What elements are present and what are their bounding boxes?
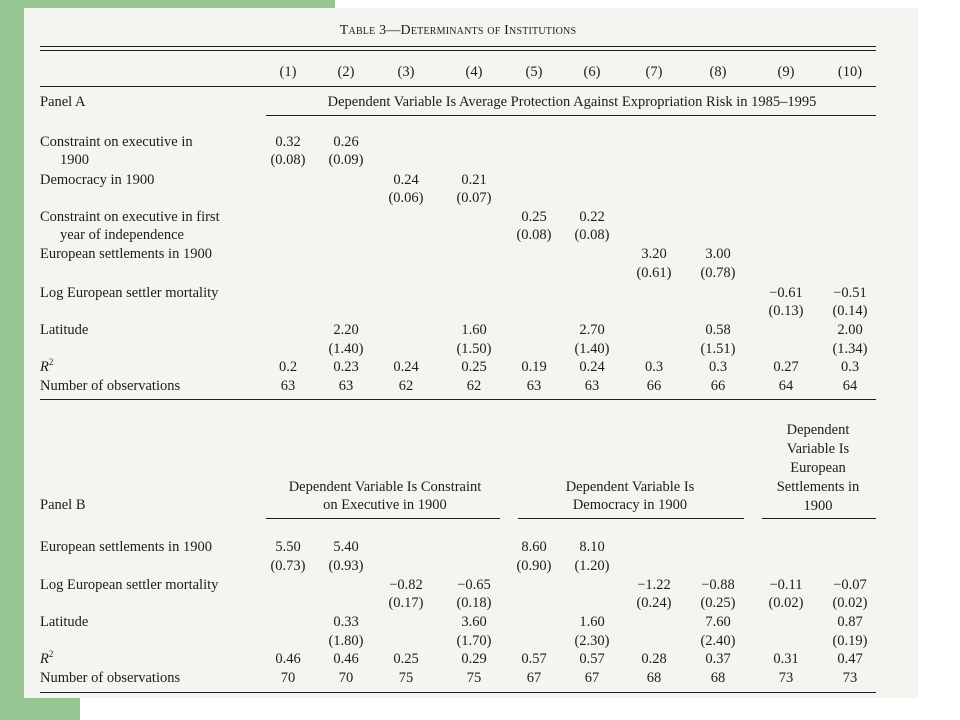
observations-value: 75 xyxy=(398,670,414,686)
r-squared-value: 0.37 xyxy=(705,651,731,667)
standard-error: (0.08) xyxy=(516,227,552,243)
coefficient: 3.60 xyxy=(461,614,487,630)
table-bottom-rule xyxy=(40,692,876,693)
coefficient: 0.87 xyxy=(837,614,863,630)
row-label-observations: Number of observations xyxy=(40,378,181,394)
observations-value: 62 xyxy=(398,378,414,394)
observations-value: 63 xyxy=(280,378,296,394)
row-label-constraint-1900: Constraint on executive in xyxy=(40,134,193,150)
coefficient: 2.70 xyxy=(579,322,605,338)
panel-b-dv3-rule xyxy=(762,518,876,519)
r-squared-value: 0.57 xyxy=(521,651,547,667)
standard-error: (0.19) xyxy=(832,633,868,649)
r-squared-value: 0.25 xyxy=(393,651,419,667)
r-squared-value: 0.46 xyxy=(275,651,301,667)
row-label-constraint-1900-cont: 1900 xyxy=(60,152,89,168)
coefficient: 7.60 xyxy=(705,614,731,630)
standard-error: (1.34) xyxy=(832,341,868,357)
coefficient: 5.40 xyxy=(333,539,359,555)
coefficient: 8.60 xyxy=(521,539,547,555)
r-squared-exponent: 2 xyxy=(48,357,54,367)
observations-value: 63 xyxy=(526,378,542,394)
row-label-constraint-first-year-cont: year of independence xyxy=(60,227,184,243)
row-label-log-mortality: Log European settler mortality xyxy=(40,285,219,301)
r-squared-value: 0.57 xyxy=(579,651,605,667)
coefficient: 0.24 xyxy=(393,172,419,188)
r-squared-value: 0.27 xyxy=(773,359,799,375)
r-squared-value: 0.31 xyxy=(773,651,799,667)
title-dash: — xyxy=(386,23,401,38)
panel-b-dv2-line1: Dependent Variable Is xyxy=(565,479,695,495)
panel-a-label: Panel A xyxy=(40,94,86,110)
r-squared-value: 0.25 xyxy=(461,359,487,375)
observations-value: 68 xyxy=(646,670,662,686)
r-squared-value: 0.46 xyxy=(333,651,359,667)
row-label-constraint-first-year: Constraint on executive in first xyxy=(40,209,220,225)
coefficient: −0.88 xyxy=(701,577,735,593)
r-squared-value: 0.2 xyxy=(278,359,298,375)
coefficient: −0.82 xyxy=(389,577,423,593)
row-label-democracy-1900: Democracy in 1900 xyxy=(40,172,155,188)
standard-error: (0.78) xyxy=(700,265,736,281)
title-text: Determinants of Institutions xyxy=(400,23,577,38)
standard-error: (0.24) xyxy=(636,595,672,611)
standard-error: (0.14) xyxy=(832,303,868,319)
r-squared-exponent: 2 xyxy=(48,649,54,659)
column-header: (10) xyxy=(837,64,863,80)
coefficient: −0.11 xyxy=(769,577,803,593)
observations-value: 64 xyxy=(842,378,858,394)
panel-b-dv1-line1: Dependent Variable Is Constraint xyxy=(288,479,482,495)
r-squared-value: 0.24 xyxy=(393,359,419,375)
standard-error: (1.20) xyxy=(574,558,610,574)
column-header: (1) xyxy=(279,64,297,80)
r-squared-value: 0.23 xyxy=(333,359,359,375)
row-label-r-squared xyxy=(40,359,53,376)
observations-value: 73 xyxy=(842,670,858,686)
observations-value: 63 xyxy=(338,378,354,394)
observations-value: 68 xyxy=(710,670,726,686)
coefficient: 0.58 xyxy=(705,322,731,338)
panel-a-header-rule xyxy=(266,115,876,116)
r-squared-r: R xyxy=(40,359,49,375)
row-label-b-observations: Number of observations xyxy=(40,670,181,686)
observations-value: 67 xyxy=(526,670,542,686)
standard-error: (0.61) xyxy=(636,265,672,281)
observations-value: 66 xyxy=(646,378,662,394)
title-number: Table 3 xyxy=(339,23,387,38)
observations-value: 67 xyxy=(584,670,600,686)
coefficient: 0.21 xyxy=(461,172,487,188)
panel-b-dv2-rule xyxy=(518,518,744,519)
standard-error: (0.09) xyxy=(328,152,364,168)
green-margin-top xyxy=(0,0,335,8)
standard-error: (1.80) xyxy=(328,633,364,649)
coefficient: 0.26 xyxy=(333,134,359,150)
row-label-b-european-settlements: European settlements in 1900 xyxy=(40,539,212,555)
coefficient: −0.65 xyxy=(457,577,491,593)
coefficient: 0.33 xyxy=(333,614,359,630)
observations-value: 63 xyxy=(584,378,600,394)
r-squared-value: 0.47 xyxy=(837,651,863,667)
standard-error: (2.40) xyxy=(700,633,736,649)
coefficient: 2.00 xyxy=(837,322,863,338)
r-squared-value: 0.24 xyxy=(579,359,605,375)
standard-error: (0.08) xyxy=(270,152,306,168)
header-rule xyxy=(40,86,876,87)
panel-b-dv1-rule xyxy=(266,518,500,519)
row-label-b-r-squared xyxy=(40,651,53,668)
coefficient: 2.20 xyxy=(333,322,359,338)
coefficient: −0.51 xyxy=(833,285,867,301)
r-squared-value: 0.3 xyxy=(708,359,728,375)
standard-error: (0.25) xyxy=(700,595,736,611)
coefficient: −1.22 xyxy=(637,577,671,593)
coefficient: 0.22 xyxy=(579,209,605,225)
column-header: (2) xyxy=(337,64,355,80)
observations-value: 62 xyxy=(466,378,482,394)
column-header: (3) xyxy=(397,64,415,80)
table-title xyxy=(340,22,576,39)
coefficient: 0.25 xyxy=(521,209,547,225)
observations-value: 70 xyxy=(338,670,354,686)
row-label-b-log-mortality: Log European settler mortality xyxy=(40,577,219,593)
column-header: (9) xyxy=(777,64,795,80)
panel-b-dv3-line: Dependent xyxy=(786,422,850,438)
row-label-latitude: Latitude xyxy=(40,322,89,338)
row-label-european-settlements: European settlements in 1900 xyxy=(40,246,212,262)
standard-error: (0.13) xyxy=(768,303,804,319)
coefficient: 0.32 xyxy=(275,134,301,150)
standard-error: (0.07) xyxy=(456,190,492,206)
r-squared-value: 0.3 xyxy=(840,359,860,375)
standard-error: (1.70) xyxy=(456,633,492,649)
standard-error: (0.06) xyxy=(388,190,424,206)
panel-b-dv3-line: Variable Is xyxy=(786,441,850,457)
coefficient: 1.60 xyxy=(579,614,605,630)
column-header: (4) xyxy=(465,64,483,80)
coefficient: 3.20 xyxy=(641,246,667,262)
standard-error: (2.30) xyxy=(574,633,610,649)
coefficient: 3.00 xyxy=(705,246,731,262)
standard-error: (0.17) xyxy=(388,595,424,611)
observations-value: 66 xyxy=(710,378,726,394)
r-squared-value: 0.3 xyxy=(644,359,664,375)
panel-b-dv2-line2: Democracy in 1900 xyxy=(572,497,688,513)
coefficient: 1.60 xyxy=(461,322,487,338)
column-header: (5) xyxy=(525,64,543,80)
panel-b-dv3-line: European xyxy=(790,460,846,476)
column-header: (8) xyxy=(709,64,727,80)
standard-error: (1.40) xyxy=(328,341,364,357)
panel-b-dv1-line2: on Executive in 1900 xyxy=(323,497,447,513)
top-rule-2 xyxy=(40,50,876,51)
observations-value: 64 xyxy=(778,378,794,394)
standard-error: (1.50) xyxy=(456,341,492,357)
observations-value: 73 xyxy=(778,670,794,686)
panel-b-dv3-line: Settlements in xyxy=(776,479,860,495)
standard-error: (1.40) xyxy=(574,341,610,357)
standard-error: (0.90) xyxy=(516,558,552,574)
top-rule-1 xyxy=(40,46,876,47)
r-squared-value: 0.29 xyxy=(461,651,487,667)
coefficient: −0.61 xyxy=(769,285,803,301)
coefficient: 5.50 xyxy=(275,539,301,555)
standard-error: (1.51) xyxy=(700,341,736,357)
standard-error: (0.08) xyxy=(574,227,610,243)
observations-value: 75 xyxy=(466,670,482,686)
standard-error: (0.02) xyxy=(832,595,868,611)
standard-error: (0.18) xyxy=(456,595,492,611)
standard-error: (0.73) xyxy=(270,558,306,574)
r-squared-value: 0.28 xyxy=(641,651,667,667)
standard-error: (0.93) xyxy=(328,558,364,574)
column-header: (7) xyxy=(645,64,663,80)
standard-error: (0.02) xyxy=(768,595,804,611)
coefficient: 8.10 xyxy=(579,539,605,555)
panel-b-dv3-line: 1900 xyxy=(803,498,833,514)
r-squared-r: R xyxy=(40,651,49,667)
column-header: (6) xyxy=(583,64,601,80)
panel-b-label: Panel B xyxy=(40,497,86,513)
panel-a-bottom-rule xyxy=(40,399,876,400)
observations-value: 70 xyxy=(280,670,296,686)
row-label-b-latitude: Latitude xyxy=(40,614,89,630)
coefficient: −0.07 xyxy=(833,577,867,593)
panel-a-dependent-variable: Dependent Variable Is Average Protection Against Expropriation Risk in 1985–1995 xyxy=(327,94,817,110)
r-squared-value: 0.19 xyxy=(521,359,547,375)
